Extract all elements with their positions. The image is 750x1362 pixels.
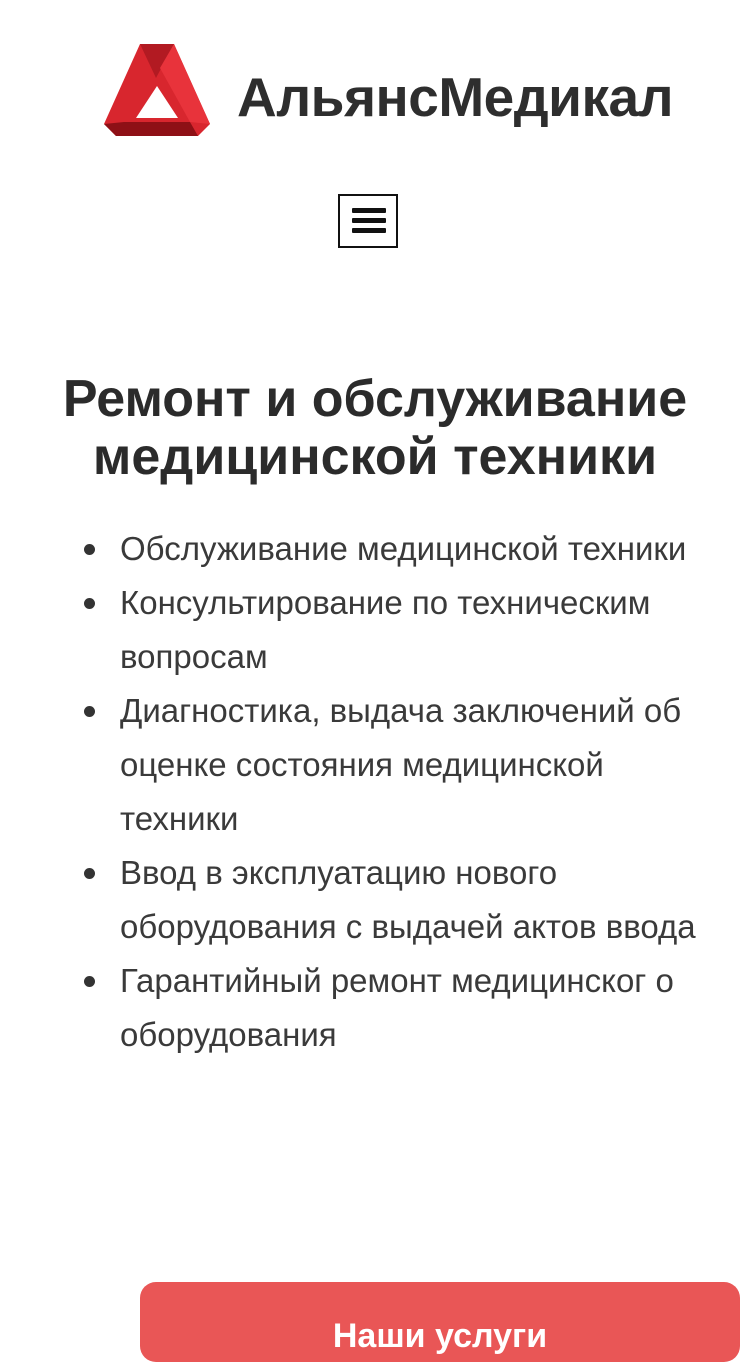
list-item bbox=[0, 684, 750, 846]
bullet-icon bbox=[84, 706, 95, 717]
list-item-text: Консультирование по техническим вопросам bbox=[120, 584, 651, 675]
bullet-icon bbox=[84, 598, 95, 609]
site-header bbox=[0, 0, 750, 160]
menu-button[interactable] bbox=[338, 194, 398, 248]
bullet-icon bbox=[84, 976, 95, 987]
list-item bbox=[0, 522, 750, 576]
list-item bbox=[0, 576, 750, 684]
triangle-logo-icon bbox=[100, 38, 214, 140]
list-item-text: Ввод в эксплуатацию нового оборудования с выдачей актов ввода bbox=[120, 854, 696, 945]
bullet-icon bbox=[84, 868, 95, 879]
services-list bbox=[0, 522, 750, 1062]
list-item bbox=[0, 846, 750, 954]
our-services-button[interactable]: Наши услуги bbox=[140, 1282, 740, 1362]
list-item bbox=[0, 954, 750, 1062]
bullet-icon bbox=[84, 544, 95, 555]
logo-link[interactable] bbox=[100, 38, 214, 140]
list-item-text: Обслуживание медицинской техники bbox=[120, 530, 687, 567]
brand-name: АльянсМедикал bbox=[237, 66, 674, 128]
list-item-text: Гарантийный ремонт медицинског о оборудования bbox=[120, 962, 674, 1053]
list-item-text: Диагностика, выдача заключений об оценке состояния медицинской техники bbox=[120, 692, 682, 837]
page-title: Ремонт и обслуживание медицинской техники bbox=[62, 370, 688, 486]
